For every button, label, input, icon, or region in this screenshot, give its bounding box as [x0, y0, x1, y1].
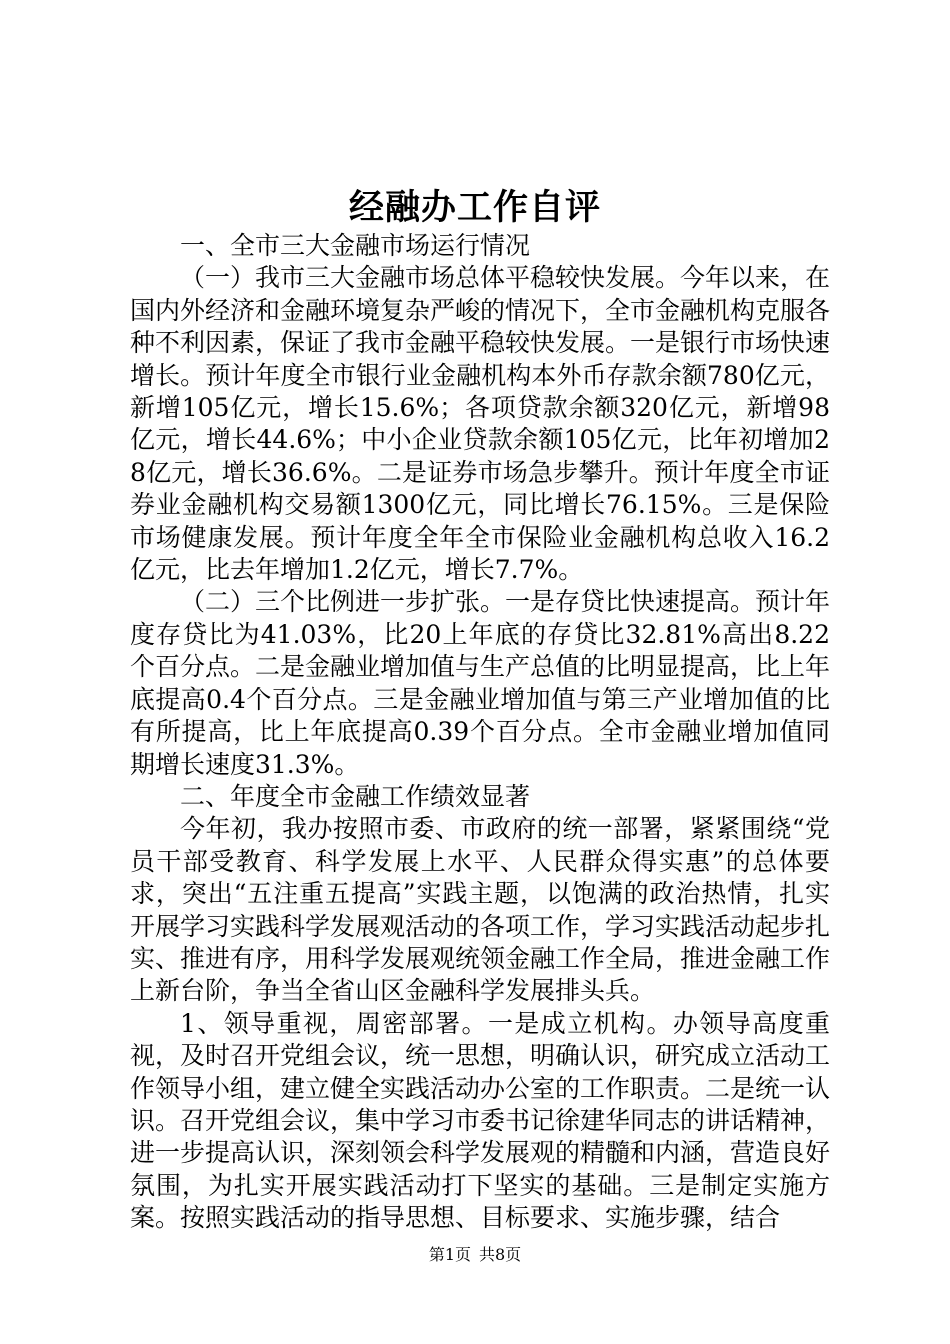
section-heading-1: 一、全市三大金融市场运行情况	[180, 231, 531, 260]
page-total: 共8页	[479, 1245, 522, 1264]
body-paragraph: （一）我市三大金融市场总体平稳较快发展。今年以来，在国内外经济和金融环境复杂严峻的情况下，全市金融机构克服各种不利因素，保证了我市金融平稳较快发展。一是银行市场快速增长。预计年度全市银行业金融机构本外币存款余额780亿元，新增105亿元，增长15.6%；各项贷款余额320亿元，新增98亿元，增长44.6%；中小企业贷款余额105亿元，比年初增加28亿元，增长36.6%。二是证券市场急步攀升。预计年度全市证券业金融机构交易额1300亿元，同比增长76.15%。三是保险市场健康发展。预计年度全年全市保险业金融机构总收入16.2亿元，比去年增加1.2亿元，增长7.7%。	[130, 263, 831, 585]
page-footer	[0, 1244, 950, 1266]
document-body	[130, 230, 830, 1235]
body-paragraph: （二）三个比例进一步扩张。一是存贷比快速提高。预计年度存贷比为41.03%，比20上年底的存贷比32.81%高出8.22个百分点。二是金融业增加值与生产总值的比明显提高，比上年底提高0.4个百分点。三是金融业增加值与第三产业增加值的比有所提高，比上年底提高0.39个百分点。全市金融业增加值同期增长速度31.3%。	[130, 587, 831, 779]
page-number: 第1页	[428, 1245, 471, 1264]
document-title: 经融办工作自评	[348, 187, 601, 228]
body-paragraph: 1、领导重视，周密部署。一是成立机构。办领导高度重视，及时召开党组会议，统一思想，明确认识，研究成立活动工作领导小组，建立健全实践活动办公室的工作职责。二是统一认识。召开党组会议，集中学习市委书记徐建华同志的讲话精神，进一步提高认识，深刻领会科学发展观的精髓和内涵，营造良好氛围，为扎实开展实践活动打下坚实的基础。三是制定实施方案。按照实践活动的指导思想、目标要求、实施步骤，结合	[130, 1008, 831, 1233]
section-heading-2: 二、年度全市金融工作绩效显著	[180, 781, 531, 811]
body-paragraph: 今年初，我办按照市委、市政府的统一部署，紧紧围绕“党员干部受教育、科学发展上水平、人民群众得实惠”的总体要求，突出“五注重五提高”实践主题，以饱满的政治热情，扎实开展学习实践科学发展观活动的各项工作，学习实践活动起步扎实、推进有序，用科学发展观统领金融工作全局，推进金融工作上新台阶，争当全省山区金融科学发展排头兵。	[130, 814, 831, 1006]
